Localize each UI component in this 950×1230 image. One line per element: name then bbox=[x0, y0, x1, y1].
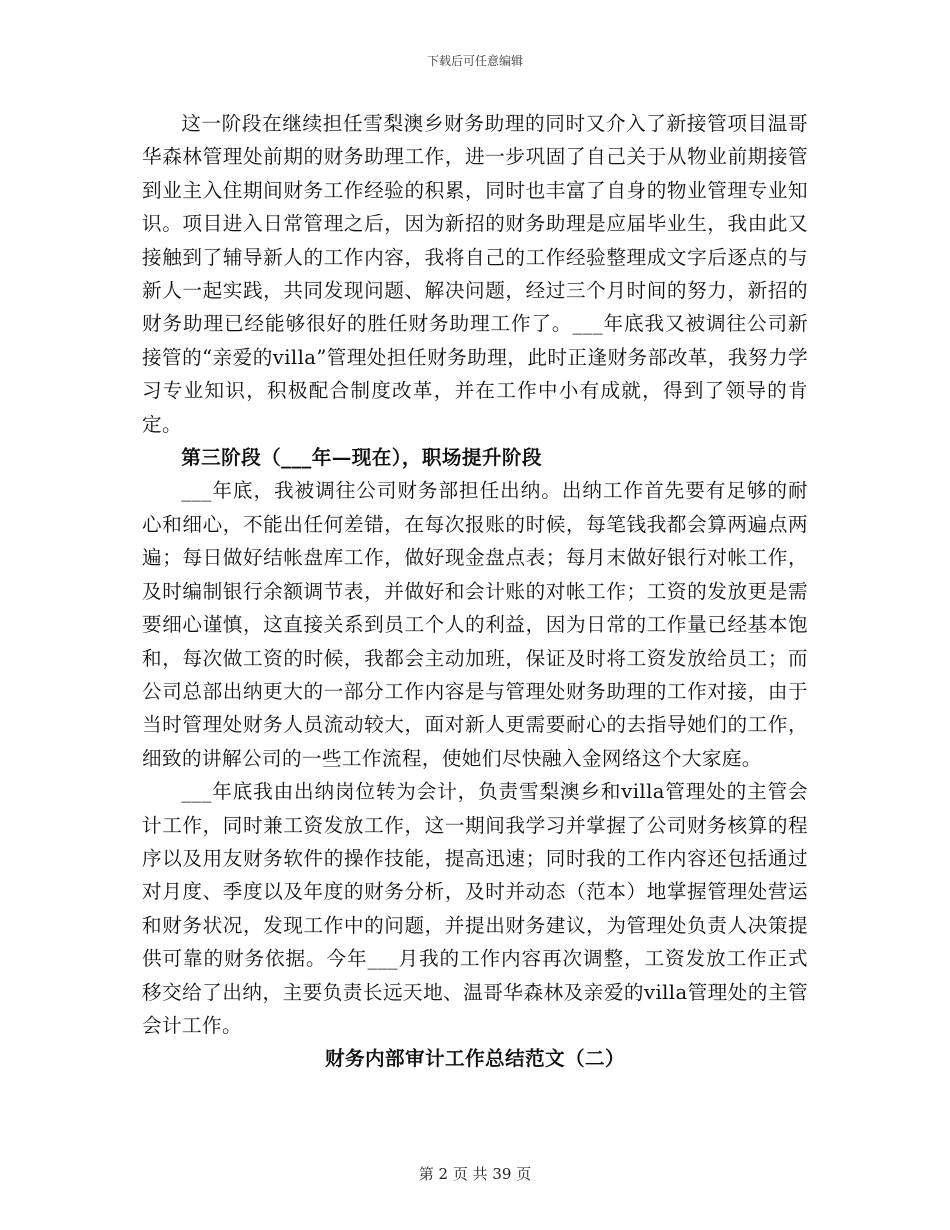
next-article-title: 财务内部审计工作总结范文（二） bbox=[325, 1047, 625, 1071]
document-body bbox=[142, 107, 808, 1076]
page-header: 下载后可任意编辑 bbox=[426, 54, 523, 68]
section-heading-stage-three: 第三阶段（___年—现在），职场提升阶段 bbox=[181, 446, 542, 470]
paragraph-cashier: ___年底，我被调往公司财务部担任出纳。出纳工作首先要有足够的耐心和细心，不能出任何差错，在每次报账的时候，每笔钱我都会算两遍点两遍；每日做好结帐盘库工作，做好现金盘点表；每月末做好银行对帐工作，及时编制银行余额调节表，并做好和会计账的对帐工作；工资的发放更是需要细心谨慎，这直接关系到员工个人的利益，因为日常的工作量已经基本饱和，每次做工资的时候，我都会主动加班，保证及时将工资发放给员工；而公司总部出纳更大的一部分工作内容是与管理处财务助理的工作对接，由于当时管理处财务人员流动较大，面对新人更需要耐心的去指导她们的工作，细致的讲解公司的一些工作流程，使她们尽快融入金网络这个大家庭。 bbox=[142, 479, 808, 770]
paragraph-stage-two: 这一阶段在继续担任雪梨澳乡财务助理的同时又介入了新接管项目温哥华森林管理处前期的财务助理工作，进一步巩固了自己关于从物业前期接管到业主入住期间财务工作经验的积累，同时也丰富了自身的物业管理专业知识。项目进入日常管理之后，因为新招的财务助理是应届毕业生，我由此又接触到了辅导新人的工作内容，我将自己的工作经验整理成文字后逐点的与新人一起实践，共同发现问题、解决问题，经过三个月时间的努力，新招的财务助理已经能够很好的胜任财务助理工作了。___年底我又被调往公司新接管的“亲爱的villa”管理处担任财务助理，此时正逢财务部改革，我努力学习专业知识，积极配合制度改革，并在工作中小有成就，得到了领导的肯定。 bbox=[142, 112, 808, 436]
paragraph-accountant: ___年底我由出纳岗位转为会计，负责雪梨澳乡和villa管理处的主管会计工作，同时兼工资发放工作，这一期间我学习并掌握了公司财务核算的程序以及用友财务软件的操作技能，提高迅速；同时我的工作内容还包括通过对月度、季度以及年度的财务分析，及时并动态（范本）地掌握管理处营运和财务状况，发现工作中的问题，并提出财务建议，为管理处负责人决策提供可靠的财务依据。今年___月我的工作内容再次调整，工资发放工作正式移交给了出纳，主要负责长远天地、温哥华森林及亲爱的villa管理处的主管会计工作。 bbox=[142, 780, 808, 1037]
page-footer: 第 2 页 共 39 页 bbox=[418, 1165, 532, 1183]
